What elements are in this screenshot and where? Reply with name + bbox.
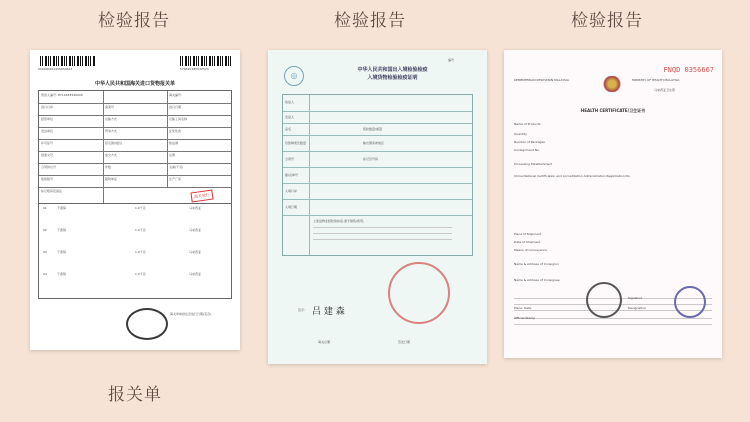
doc2-top-label: 检验报告 bbox=[334, 11, 406, 31]
doc3-place-date: Place: Date: bbox=[514, 306, 533, 310]
doc2-title-line2: 入境货物检验检疫证明 bbox=[367, 75, 418, 81]
items-table bbox=[38, 202, 232, 299]
doc3-title: HEALTH CERTIFICATE/卫生证书 bbox=[580, 108, 646, 113]
health-certificate-document: FNQD 0356667 KEMENTERIAN KESIHATAN MALAYSIA MINISTRY OF HEALTH MALAYSIA 马来西亚卫生部 HEALTH CERTIFICATE/卫生证书 Name of Products Quantity Number of Packages Consignment No. Processing Establishment China National Certification and Accreditation Administration Registration No. Place of Shipment Date of Shipment Means of Conveyance Name & Address of Consignor Name & Address of Consignee Place: Date: Official Stamp Signature Designation bbox=[504, 50, 722, 358]
doc3-designation-label: Designation bbox=[628, 306, 646, 310]
doc3-official-stamp-label: Official Stamp bbox=[514, 316, 536, 320]
doc2-signature-value: 吕 建 森 bbox=[312, 307, 345, 317]
barcode-right bbox=[180, 56, 232, 66]
doc3-top-label: 检验报告 bbox=[571, 11, 643, 31]
header-table: 预录入编号: 8710183540000 海关编号: 进口口岸 备案号 进口日期 经营单位 运输方式 运输工具名称 发货单位 贸易方式 征免性质 许可证号 起运国(地区) 装货港 批准文号 成交方式 运费 合同协议号 件数 毛重(千克) 集装箱号 随附单证 生产厂家 标记唛码及备注 海关放行 bbox=[38, 90, 232, 204]
ciq-logo-icon: ◎ bbox=[284, 66, 304, 86]
red-official-seal bbox=[388, 262, 450, 324]
doc2-table: 收货人 发货人 品名 报检数量/重量 包装种类及数量 输出国家或地区 合同号 标记及号码 提/运单号 入境口岸 入境日期 上述货物业经检验检疫,准予销售/使用。 bbox=[282, 94, 473, 256]
doc3-right-header: MINISTRY OF HEALTH MALAYSIA bbox=[632, 78, 680, 82]
doc3-signature-label: Signature bbox=[628, 296, 643, 300]
barcode-left-text: 000000201415654523 bbox=[38, 67, 73, 71]
doc2-result: 上述货物业经检验检疫,准予销售/使用。 bbox=[313, 219, 366, 223]
item-row: 03 干燕窝 1.0千克 马来西亚 bbox=[43, 250, 202, 254]
barcode-right-text: 576520185532523 bbox=[180, 67, 209, 71]
doc3-official-stamp bbox=[586, 282, 622, 318]
doc3-blue-stamp bbox=[674, 286, 706, 318]
doc1-top-label: 检验报告 bbox=[98, 11, 170, 31]
doc3-right-header-cn: 马来西亚卫生部 bbox=[654, 88, 676, 92]
item-row: 02 干燕窝 1.0千克 马来西亚 bbox=[43, 228, 202, 232]
malaysia-crest-icon bbox=[602, 76, 622, 92]
customs-round-stamp bbox=[126, 308, 168, 340]
doc2-footer-left: 海关总署 bbox=[318, 340, 331, 344]
item-row: 01 干燕窝 1.0千克 马来西亚 bbox=[43, 206, 202, 210]
doc2-signature-label: 签字: bbox=[298, 308, 306, 312]
doc2-footer-right: 签发日期 bbox=[398, 340, 411, 344]
barcode-left bbox=[40, 56, 95, 66]
cert-number: FNQD 0356667 bbox=[663, 66, 714, 74]
inspection-certificate-document bbox=[268, 50, 487, 364]
item-row: 04 干燕窝 1.0千克 马来西亚 bbox=[43, 272, 202, 276]
doc2-number: 编号 bbox=[448, 58, 455, 62]
doc1-title: 中华人民共和国海关进口货物报关单 bbox=[94, 81, 175, 87]
customs-declaration-document bbox=[30, 50, 240, 350]
red-release-stamp: 海关放行 bbox=[190, 190, 213, 203]
doc1-bottom-label: 报关单 bbox=[108, 385, 162, 405]
doc1-footer: 海关审单批注及放行日期(签章) bbox=[170, 312, 212, 316]
doc2-title-line1: 中华人民共和国出入境检验检疫 bbox=[357, 67, 428, 73]
doc3-left-header: KEMENTERIAN KESIHATAN MALAYSIA bbox=[514, 78, 569, 82]
